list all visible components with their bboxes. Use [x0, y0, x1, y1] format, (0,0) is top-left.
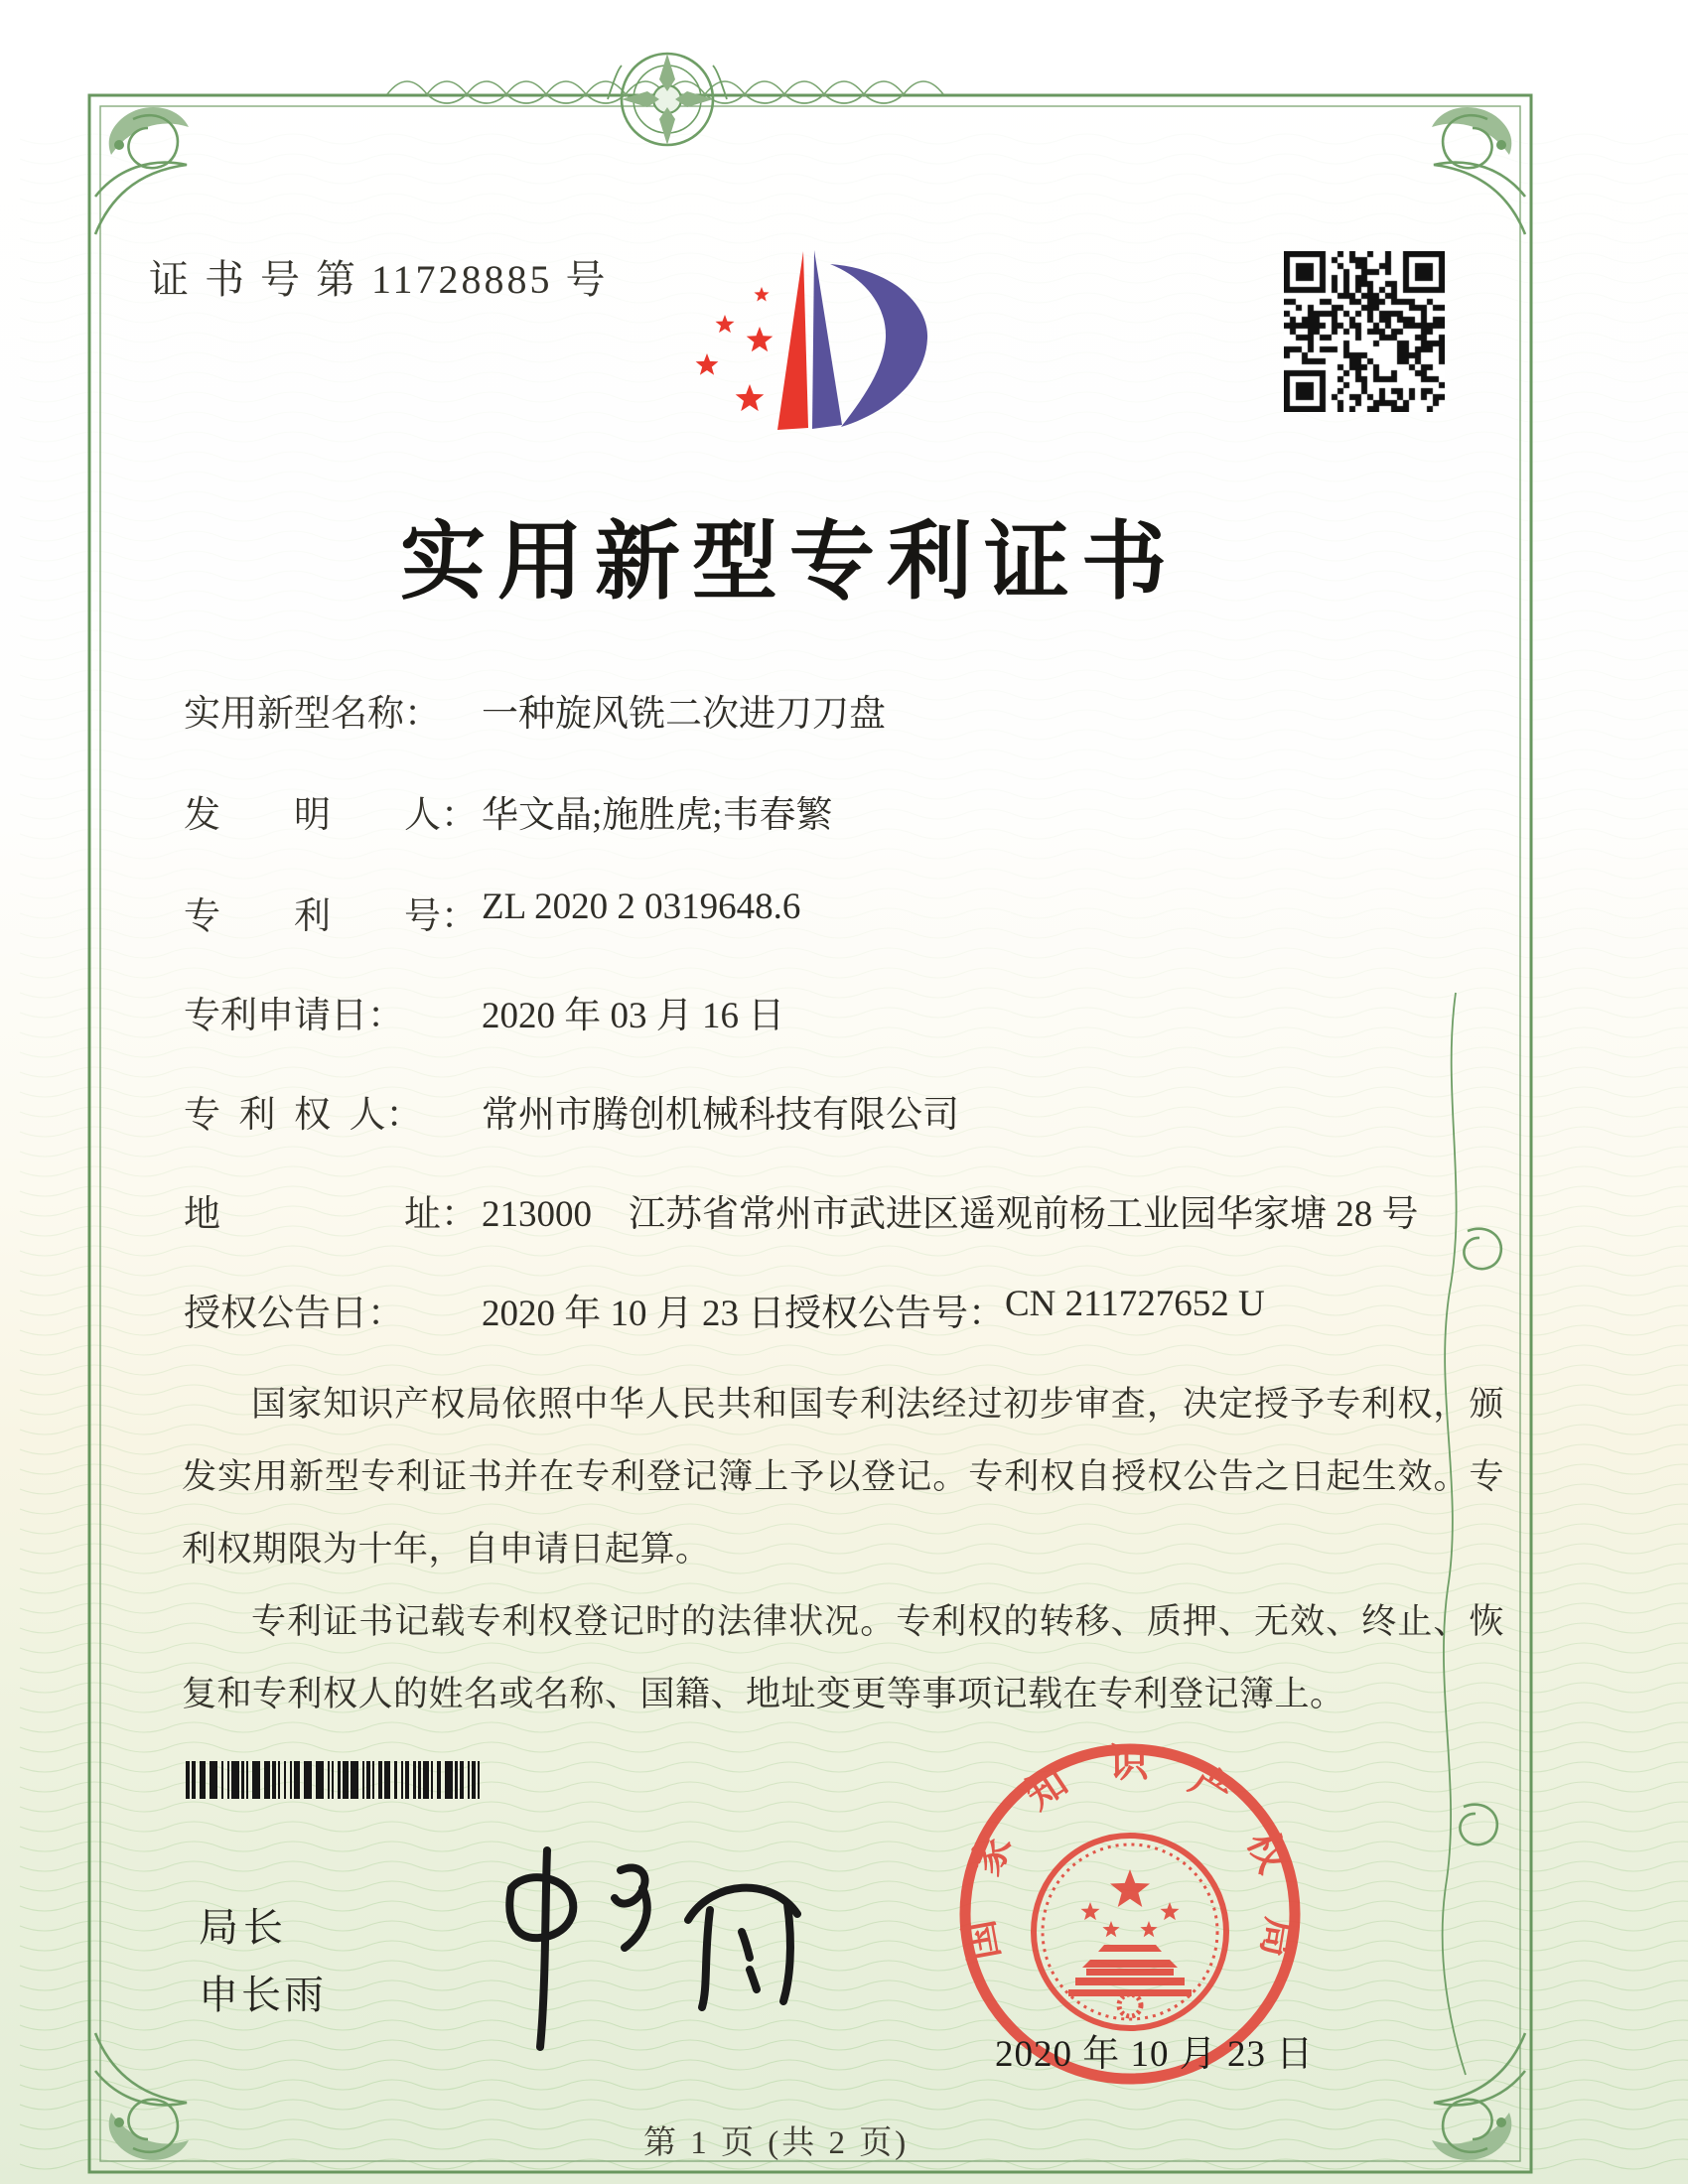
field-value: ZL 2020 2 0319648.6 [482, 887, 801, 927]
qr-code [1284, 251, 1445, 412]
logo-star [716, 315, 735, 333]
field-label: 专利申请日： [184, 996, 404, 1036]
emblem-star [1161, 1902, 1180, 1920]
field-value: 2020 年 10 月 23 日 [482, 1294, 785, 1334]
legal-paragraph-2: 专利证书记载专利权登记时的法律状况。专利权的转移、质押、无效、终止、恢复和专利权人的姓名或名称、国籍、地址变更等事项记载在专利登记簿上。 [182, 1602, 1504, 1713]
emblem-star [1102, 1921, 1119, 1937]
logo-star [747, 327, 774, 351]
field-value: 常州市腾创机械科技有限公司 [482, 1095, 959, 1136]
logo-star [736, 384, 765, 411]
field-row-4 [184, 985, 1504, 1038]
field-label: 实用新型名称： [184, 694, 441, 735]
field-label: 专 利 权 人： [184, 1095, 423, 1136]
seal-date: 2020 年 10 月 23 日 [995, 2034, 1315, 2075]
logo-star [754, 287, 769, 302]
field-value: 华文晶;施胜虎;韦春繁 [482, 795, 833, 836]
commissioner-signature [452, 1837, 829, 2065]
logo-p-bowl [830, 264, 927, 427]
field-value-2: CN 211727652 U [1005, 1284, 1265, 1324]
certificate-title: 实用新型专利证书 [400, 514, 1179, 610]
logo-star [696, 353, 719, 375]
legal-text [182, 1368, 1504, 1730]
emblem-star [1140, 1921, 1157, 1937]
emblem-star [1081, 1902, 1100, 1920]
logo-purple-wedge [812, 250, 842, 429]
national-emblem [1034, 1836, 1226, 2028]
field-row-5 [184, 1084, 1504, 1138]
field-row-1 [184, 683, 1504, 737]
field-label: 地 址： [184, 1194, 478, 1235]
field-label-2: 授权公告号： [784, 1294, 1005, 1334]
field-row-3 [184, 886, 1504, 939]
cnipa-logo [645, 208, 993, 457]
page-indicator: 第 1 页 (共 2 页) [643, 2125, 910, 2161]
legal-paragraph-1: 国家知识产权局依照中华人民共和国专利法经过初步审查，决定授予专利权，颁发实用新型专利证书并在专利登记簿上予以登记。专利权自授权公告之日起生效。专利权期限为十年，自申请日起算。 [182, 1385, 1504, 1569]
field-row-2 [184, 784, 1504, 838]
logo-red-wedge [777, 251, 808, 430]
field-label: 专 利 号： [184, 896, 478, 937]
field-value: 一种旋风铣二次进刀刀盘 [482, 694, 886, 735]
field-value: 2020 年 03 月 16 日 [482, 996, 785, 1036]
commissioner-name: 申长雨 [199, 1974, 327, 2017]
certificate-number: 证 书 号 第 11728885 号 [149, 257, 609, 302]
field-label: 授权公告日： [184, 1294, 404, 1334]
emblem-star [1110, 1869, 1150, 1907]
field-label: 发 明 人： [184, 795, 478, 836]
field-row-7 [184, 1283, 1504, 1336]
field-value: 213000 江苏省常州市武进区遥观前杨工业园华家塘 28 号 [482, 1194, 1419, 1235]
seal-text [956, 1740, 1304, 1964]
field-row-6 [184, 1183, 1504, 1237]
barcode [186, 1761, 492, 1799]
seal-text-path: 国家知识产权局 [956, 1740, 1304, 1965]
commissioner-title: 局长 [199, 1906, 288, 1950]
logo-stars [696, 287, 774, 411]
